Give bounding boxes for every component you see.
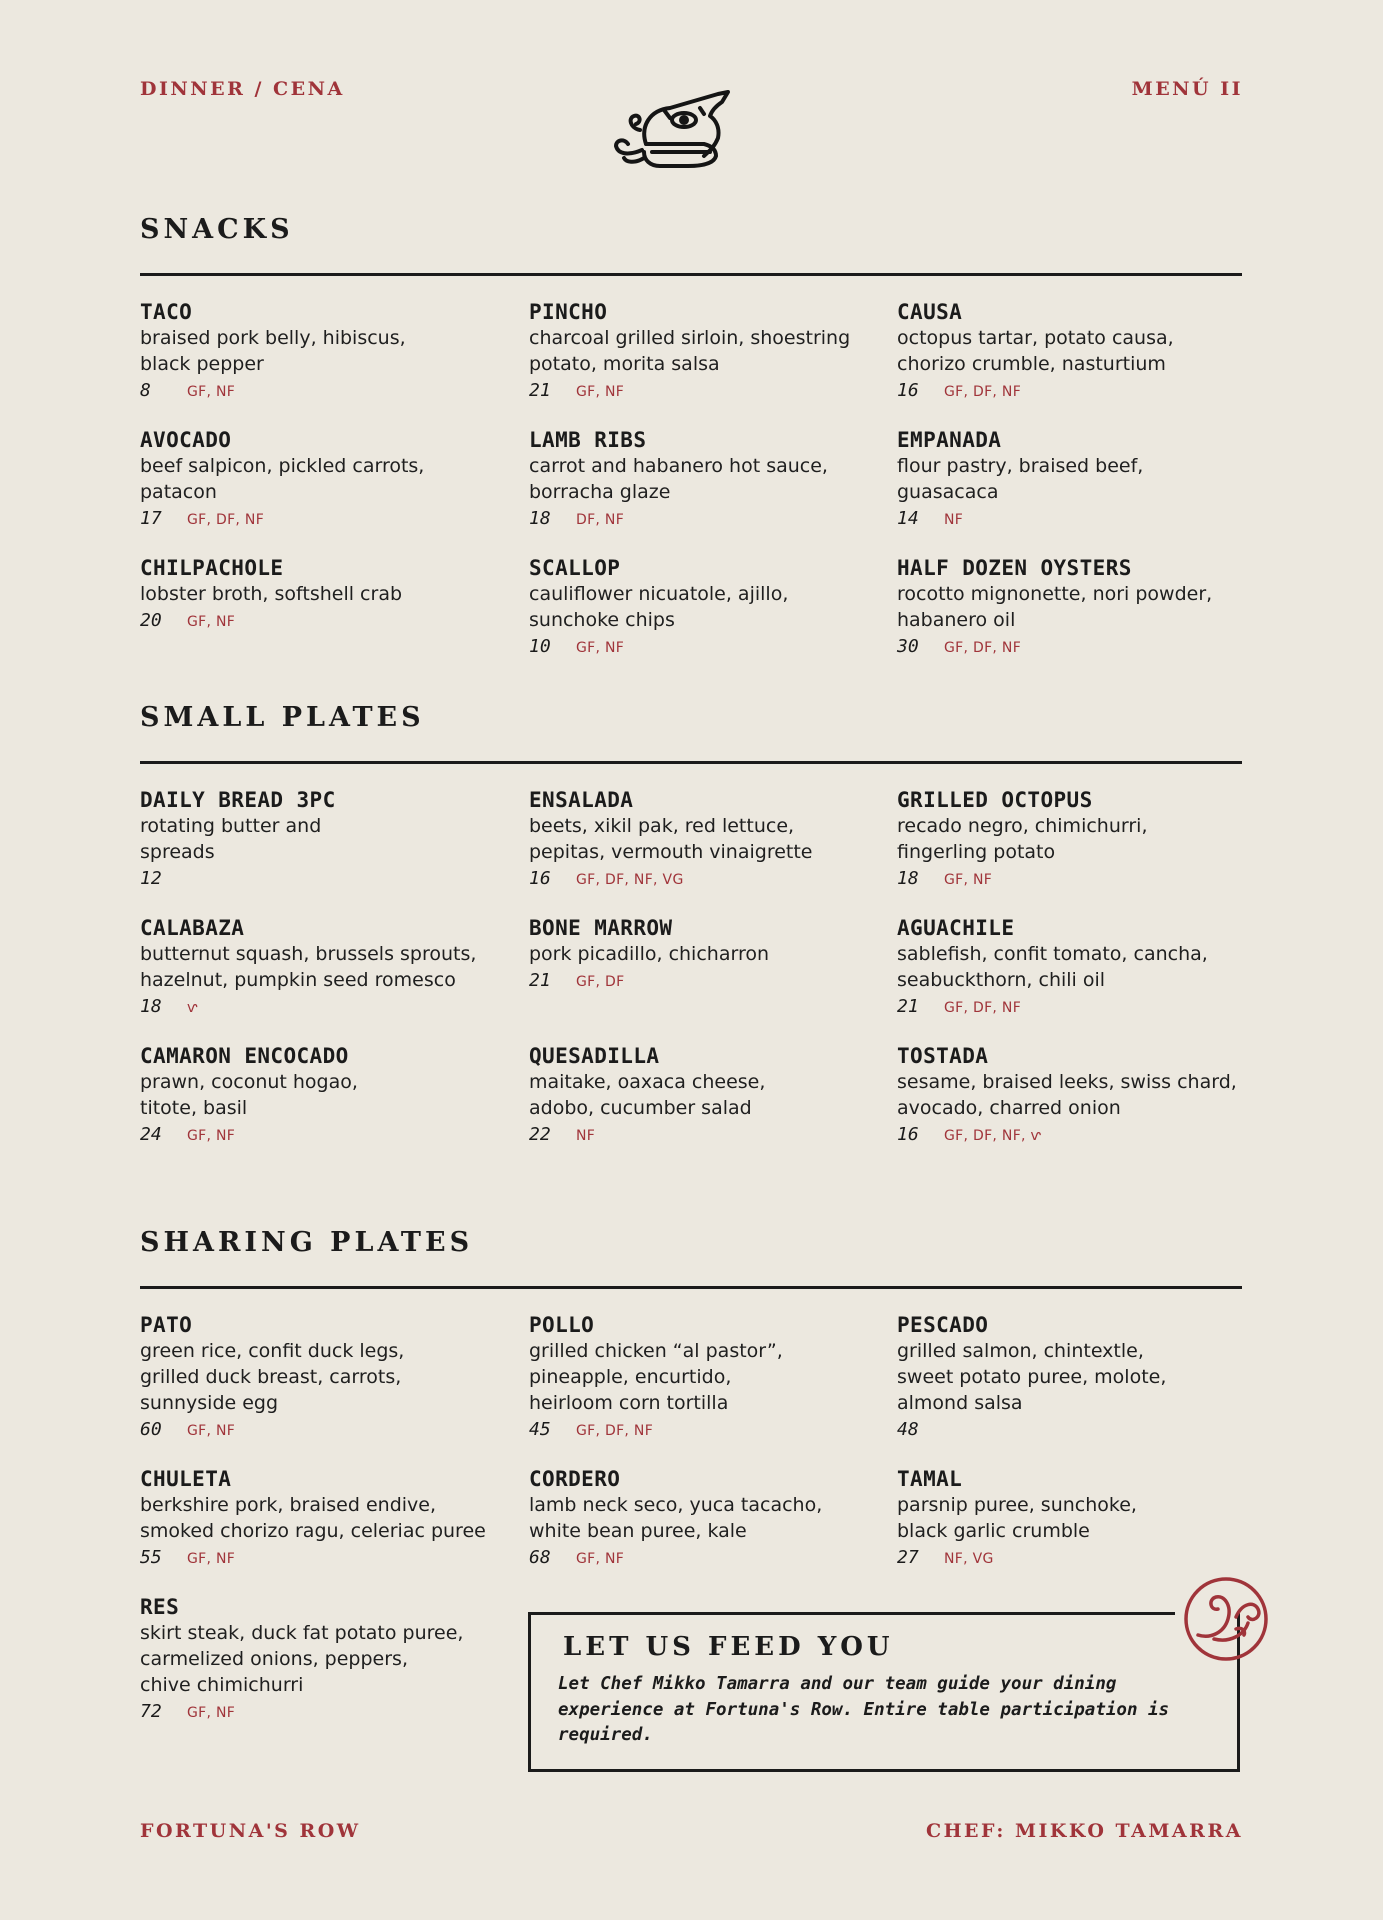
dietary-tags: GF, DF, NF [944, 384, 1022, 400]
item-name: AVOCADO [140, 428, 232, 452]
item-description: braised pork belly, hibiscus, black pepper [140, 327, 406, 375]
tasting-menu-box [528, 1612, 1240, 1772]
item-price: 27 [897, 1547, 919, 1568]
item-price: 30 [897, 636, 919, 657]
item-price: 21 [529, 970, 551, 991]
item-description: lobster broth, softshell crab [140, 583, 403, 605]
menu-item [897, 1313, 1257, 1444]
item-price: 8 [140, 380, 151, 401]
section-title: SHARING PLATES [140, 1227, 474, 1258]
item-name: TOSTADA [897, 1044, 989, 1068]
item-name: QUESADILLA [529, 1044, 660, 1068]
menu-item [897, 428, 1257, 533]
item-price: 55 [140, 1547, 162, 1568]
dietary-tags: ⱱ [187, 1000, 198, 1016]
item-price: 18 [140, 996, 162, 1017]
menu-item [897, 300, 1257, 405]
item-description: rotating butter and spreads [140, 815, 322, 863]
menu-item [140, 556, 500, 635]
item-name: EMPANADA [897, 428, 1002, 452]
item-name: SCALLOP [529, 556, 621, 580]
dietary-tags: GF, NF [576, 384, 625, 400]
item-name: CALABAZA [140, 916, 245, 940]
menu-item [140, 788, 500, 893]
item-description: flour pastry, braised beef, guasacaca [897, 455, 1144, 503]
item-description: grilled salmon, chintextle, sweet potato puree, molote, almond salsa [897, 1340, 1167, 1414]
item-price: 72 [140, 1701, 162, 1722]
menu-item [140, 1467, 500, 1572]
menu-item [897, 556, 1257, 661]
item-price: 12 [140, 868, 162, 889]
item-description: charcoal grilled sirloin, shoestring potato, morita salsa [529, 327, 851, 375]
item-price: 16 [897, 380, 919, 401]
dietary-tags: GF, NF [576, 640, 625, 656]
dietary-tags: NF [576, 1128, 596, 1144]
item-description: grilled chicken “al pastor”, pineapple, encurtido, heirloom corn tortilla [529, 1340, 783, 1414]
menu-item [140, 300, 500, 405]
item-description: prawn, coconut hogao, titote, basil [140, 1071, 358, 1119]
menu-item [529, 788, 889, 893]
menu-item [529, 1044, 889, 1149]
item-price: 60 [140, 1419, 162, 1440]
dietary-tags: GF, NF [944, 872, 993, 888]
item-description: rocotto mignonette, nori powder, habanero oil [897, 583, 1213, 631]
item-description: beets, xikil pak, red lettuce, pepitas, vermouth vinaigrette [529, 815, 813, 863]
dietary-tags: GF, DF, NF [187, 512, 265, 528]
restaurant-name: FORTUNA'S ROW [140, 1820, 361, 1842]
menu-item [140, 916, 500, 1021]
box-top-border [528, 1612, 1175, 1615]
menu-item [529, 428, 889, 533]
section-divider [140, 273, 1242, 276]
dietary-tags: GF, DF, NF, VG [576, 872, 684, 888]
tasting-menu-description: Let Chef Mikko Tamarra and our team guide your dining experience at Fortuna's Row. Entire table participation is required. [558, 1674, 1170, 1745]
chef-credit: CHEF: MIKKO TAMARRA [925, 1820, 1243, 1842]
item-description: sablefish, confit tomato, cancha, seabuckthorn, chili oil [897, 943, 1208, 991]
item-name: TACO [140, 300, 193, 324]
item-name: LAMB RIBS [529, 428, 647, 452]
item-description: lamb neck seco, yuca tacacho, white bean puree, kale [529, 1494, 823, 1542]
item-description: recado negro, chimichurri, fingerling potato [897, 815, 1148, 863]
item-name: CHILPACHOLE [140, 556, 284, 580]
item-description: carrot and habanero hot sauce, borracha glaze [529, 455, 828, 503]
item-price: 68 [529, 1547, 551, 1568]
menu-item [140, 1595, 500, 1726]
item-name: DAILY BREAD 3PC [140, 788, 336, 812]
item-description: green rice, confit duck legs, grilled duck breast, carrots, sunnyside egg [140, 1340, 405, 1414]
dietary-tags: NF, VG [944, 1551, 994, 1567]
item-price: 21 [897, 996, 919, 1017]
item-name: CHULETA [140, 1467, 232, 1491]
section-divider [140, 761, 1242, 764]
item-description: parsnip puree, sunchoke, black garlic crumble [897, 1494, 1137, 1542]
item-name: CAMARON ENCOCADO [140, 1044, 349, 1068]
item-name: TAMAL [897, 1467, 963, 1491]
menu-item [529, 916, 889, 995]
swirl-emblem-icon [1180, 1573, 1272, 1665]
item-price: 17 [140, 508, 162, 529]
item-description: cauliflower nicuatole, ajillo, sunchoke chips [529, 583, 789, 631]
menu-item [897, 1044, 1257, 1149]
item-price: 16 [897, 1124, 919, 1145]
item-price: 10 [529, 636, 551, 657]
dietary-tags: GF, NF [187, 1128, 236, 1144]
item-price: 21 [529, 380, 551, 401]
menu-item [529, 300, 889, 405]
section-snacks [140, 210, 1242, 657]
item-price: 24 [140, 1124, 162, 1145]
item-description: maitake, oaxaca cheese, adobo, cucumber salad [529, 1071, 766, 1119]
item-name: RES [140, 1595, 180, 1619]
dietary-tags: GF, NF [187, 1423, 236, 1439]
menu-item [529, 1467, 889, 1572]
menu-item [140, 1313, 500, 1444]
dietary-tags: DF, NF [576, 512, 625, 528]
section-title: SMALL PLATES [140, 702, 425, 733]
item-description: sesame, braised leeks, swiss chard, avocado, charred onion [897, 1071, 1237, 1119]
item-name: PINCHO [529, 300, 608, 324]
dietary-tags: GF, NF [187, 1705, 236, 1721]
item-price: 45 [529, 1419, 551, 1440]
menu-item [140, 1044, 500, 1149]
item-name: AGUACHILE [897, 916, 1015, 940]
item-name: PESCADO [897, 1313, 989, 1337]
item-name: PATO [140, 1313, 193, 1337]
meal-label: DINNER / CENA [140, 78, 345, 100]
tasting-menu-title: LET US FEED YOU [563, 1632, 894, 1662]
menu-item [897, 916, 1257, 1021]
jaguar-head-icon [600, 86, 748, 176]
section-small-plates [140, 698, 1242, 1145]
item-description: octopus tartar, potato causa, chorizo crumble, nasturtium [897, 327, 1174, 375]
section-title: SNACKS [140, 214, 294, 245]
dietary-tags: GF, DF, NF [944, 1000, 1022, 1016]
dietary-tags: GF, DF, NF, ⱱ [944, 1128, 1042, 1144]
item-name: GRILLED OCTOPUS [897, 788, 1093, 812]
item-name: POLLO [529, 1313, 595, 1337]
menu-item [897, 1467, 1257, 1572]
item-name: ENSALADA [529, 788, 634, 812]
menu-item [529, 1313, 889, 1444]
menu-item [897, 788, 1257, 893]
dietary-tags: GF, NF [576, 1551, 625, 1567]
dietary-tags: GF, DF, NF [944, 640, 1022, 656]
item-price: 16 [529, 868, 551, 889]
item-description: beef salpicon, pickled carrots, patacon [140, 455, 425, 503]
item-name: CAUSA [897, 300, 963, 324]
item-description: pork picadillo, chicharron [529, 943, 770, 965]
item-description: skirt steak, duck fat potato puree, carmelized onions, peppers, chive chimichurri [140, 1622, 464, 1696]
dietary-tags: NF [944, 512, 964, 528]
item-price: 22 [529, 1124, 551, 1145]
dietary-tags: GF, NF [187, 1551, 236, 1567]
item-name: BONE MARROW [529, 916, 673, 940]
item-price: 48 [897, 1419, 919, 1440]
item-description: butternut squash, brussels sprouts, hazelnut, pumpkin seed romesco [140, 943, 477, 991]
menu-item [529, 556, 889, 661]
menu-item [140, 428, 500, 533]
section-divider [140, 1286, 1242, 1289]
item-description: berkshire pork, braised endive, smoked chorizo ragu, celeriac puree [140, 1494, 486, 1542]
dietary-tags: GF, DF [576, 974, 625, 990]
dietary-tags: GF, DF, NF [576, 1423, 654, 1439]
item-price: 18 [529, 508, 551, 529]
item-name: HALF DOZEN OYSTERS [897, 556, 1132, 580]
item-price: 14 [897, 508, 919, 529]
item-price: 18 [897, 868, 919, 889]
item-price: 20 [140, 610, 162, 631]
dietary-tags: GF, NF [187, 614, 236, 630]
menu-number: MENÚ II [1131, 78, 1243, 100]
item-name: CORDERO [529, 1467, 621, 1491]
dietary-tags: GF, NF [187, 384, 236, 400]
